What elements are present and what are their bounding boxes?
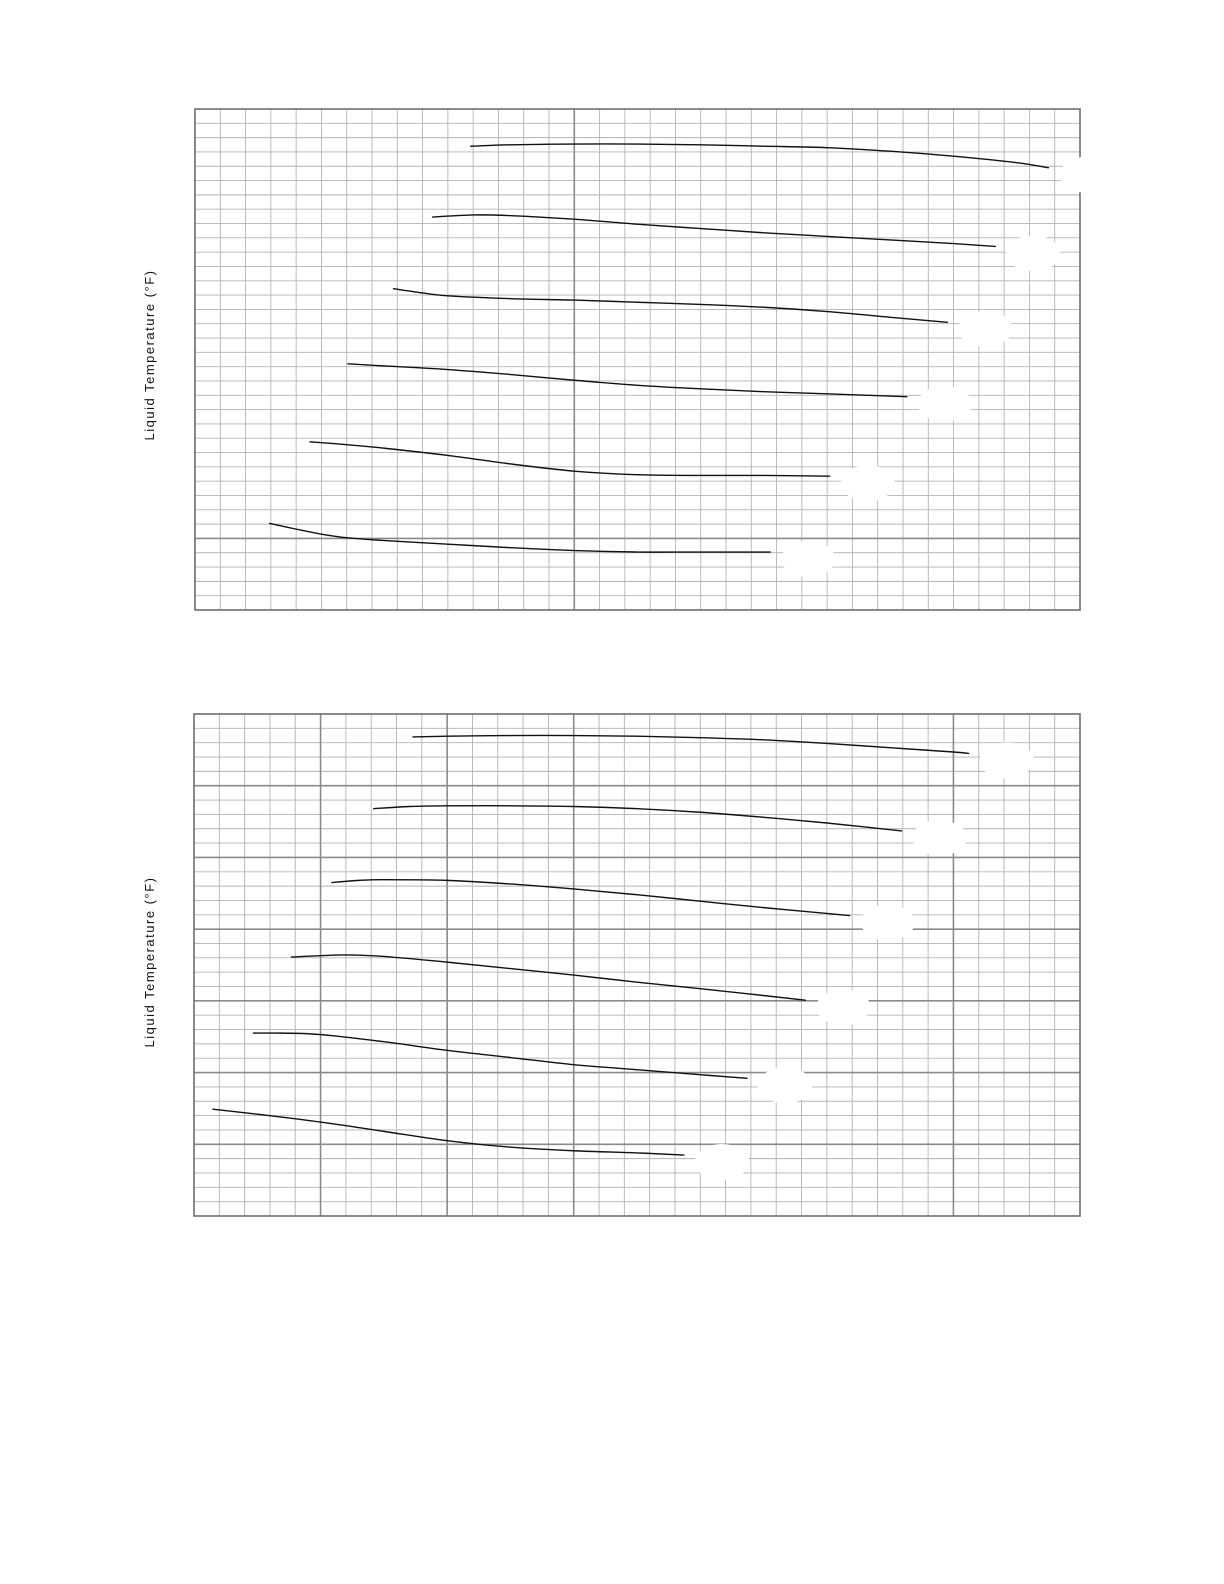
- series-label-mask-3: [861, 905, 915, 941]
- series-label-mask-2: [913, 820, 967, 856]
- grid: [194, 714, 1080, 1216]
- series-line-3: [332, 880, 850, 916]
- y-axis-label-bottom: Liquid Temperature (°F): [142, 876, 157, 1048]
- series-label-mask-1: [980, 742, 1034, 778]
- series-line-5: [253, 1033, 747, 1078]
- series-line-1: [413, 735, 969, 753]
- series-label-mask-5: [758, 1067, 812, 1103]
- plot-frame: [194, 714, 1080, 1216]
- series-line-2: [374, 806, 902, 831]
- series-label-mask-4: [816, 989, 870, 1025]
- series-label-mask-6: [695, 1144, 749, 1180]
- y-axis-label-top: Liquid Temperature (°F): [142, 269, 157, 441]
